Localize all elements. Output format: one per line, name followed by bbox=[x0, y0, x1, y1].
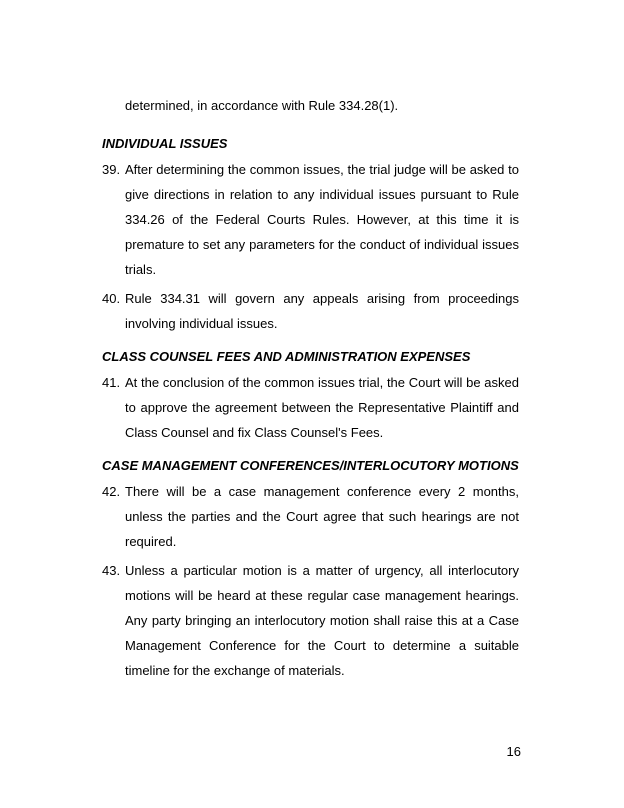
page-number: 16 bbox=[506, 744, 521, 759]
section-heading-case-management: CASE MANAGEMENT CONFERENCES/INTERLOCUTORY MOTIONS bbox=[102, 458, 519, 473]
paragraph-text: Rule 334.31 will govern any appeals arising from proceedings involving individual issues. bbox=[125, 291, 519, 331]
numbered-paragraph-41 bbox=[102, 370, 519, 445]
paragraph-text: After determining the common issues, the trial judge will be asked to give directions in relation to any individual issues pursuant to Rule 334.26 of the Federal Courts Rules. However, at this time it is premature to set any parameters for the conduct of individual issues trials. bbox=[125, 162, 519, 277]
paragraph-number: 41. bbox=[102, 375, 121, 390]
paragraph-number: 40. bbox=[102, 291, 121, 306]
section-heading-class-counsel-fees: CLASS COUNSEL FEES AND ADMINISTRATION EXPENSES bbox=[102, 349, 471, 364]
numbered-paragraph-39 bbox=[102, 157, 519, 282]
numbered-paragraph-43 bbox=[102, 558, 519, 683]
paragraph-text: There will be a case management conference every 2 months, unless the parties and the Court agree that such hearings are not required. bbox=[125, 484, 519, 549]
section-heading-individual-issues: INDIVIDUAL ISSUES bbox=[102, 136, 228, 151]
paragraph-continuation: determined, in accordance with Rule 334.28(1). bbox=[125, 98, 399, 113]
paragraph-number: 39. bbox=[102, 162, 121, 177]
paragraph-text: Unless a particular motion is a matter of urgency, all interlocutory motions will be heard at these regular case management hearings. Any party bringing an interlocutory motion shall raise this at a Case Management Conference for the Court to determine a suitable timeline for the exchange of materials. bbox=[125, 563, 519, 678]
numbered-paragraph-42 bbox=[102, 479, 519, 554]
paragraph-number: 42. bbox=[102, 484, 121, 499]
paragraph-number: 43. bbox=[102, 563, 121, 578]
paragraph-text: At the conclusion of the common issues trial, the Court will be asked to approve the agreement between the Representative Plaintiff and Class Counsel and fix Class Counsel's Fees. bbox=[125, 375, 519, 440]
numbered-paragraph-40 bbox=[102, 286, 519, 336]
